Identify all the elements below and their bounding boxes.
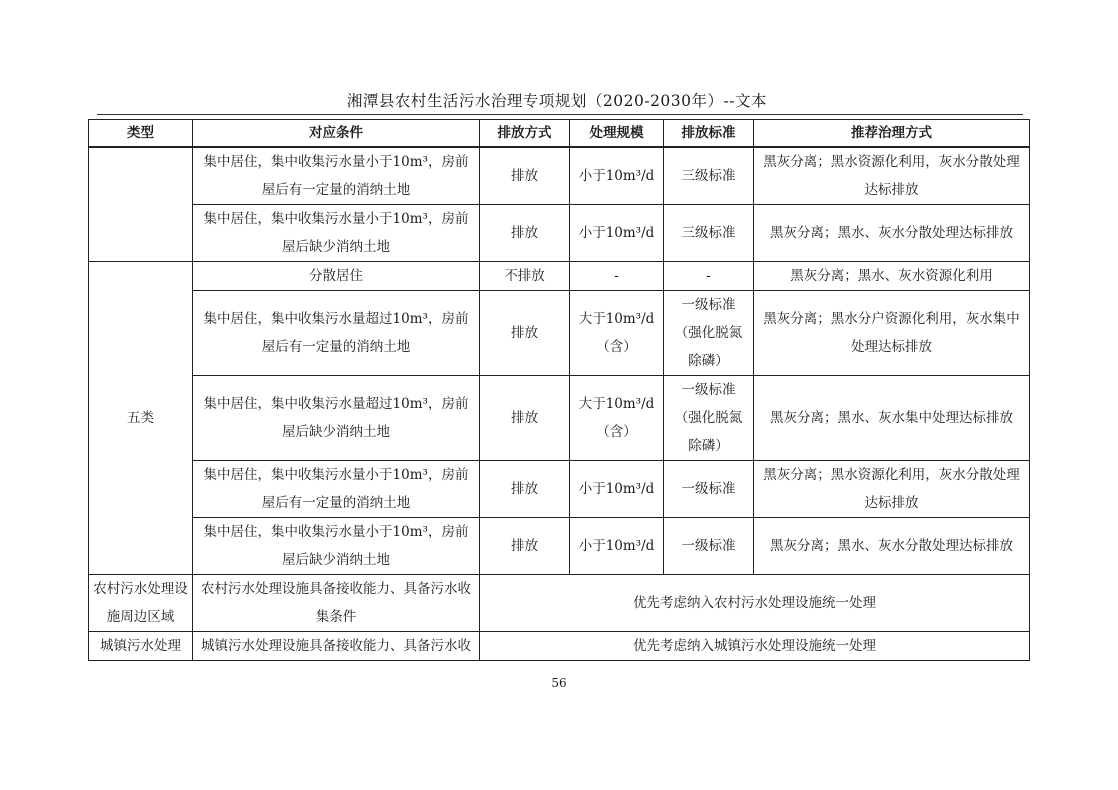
discharge-cell: 排放 bbox=[480, 205, 570, 262]
standard-line: 一级标准 bbox=[681, 382, 736, 398]
type-cell-urban: 城镇污水处理 bbox=[89, 632, 193, 661]
scale-cell bbox=[570, 291, 664, 376]
standard-cell bbox=[664, 291, 754, 376]
standard-cell: 三级标准 bbox=[664, 205, 754, 262]
standard-line: 除磷） bbox=[688, 438, 729, 454]
table-row bbox=[89, 147, 1030, 205]
standard-cell bbox=[664, 376, 754, 461]
scale-line: （含） bbox=[596, 424, 637, 440]
condition-cell: 集中居住，集中收集污水量小于10m³，房前屋后缺少消纳土地 bbox=[193, 205, 480, 262]
standard-line: 一级标准 bbox=[681, 297, 736, 313]
method-cell: 黑灰分离；黑水、灰水集中处理达标排放 bbox=[754, 376, 1030, 461]
page-header bbox=[97, 88, 1023, 115]
type-cell-five: 五类 bbox=[89, 262, 193, 575]
condition-cell: 集中居住，集中收集污水量超过10m³，房前屋后缺少消纳土地 bbox=[193, 376, 480, 461]
scale-cell: 小于10m³/d bbox=[570, 205, 664, 262]
condition-cell: 分散居住 bbox=[193, 262, 480, 291]
header-standard: 排放标准 bbox=[664, 120, 754, 148]
table-row bbox=[89, 376, 1030, 461]
discharge-cell: 排放 bbox=[480, 376, 570, 461]
condition-cell: 集中居住，集中收集污水量超过10m³，房前屋后有一定量的消纳土地 bbox=[193, 291, 480, 376]
condition-cell: 集中居住，集中收集污水量小于10m³，房前屋后有一定量的消纳土地 bbox=[193, 461, 480, 518]
header-scale: 处理规模 bbox=[570, 120, 664, 148]
scale-cell: 小于10m³/d bbox=[570, 518, 664, 575]
method-cell: 优先考虑纳入农村污水处理设施统一处理 bbox=[480, 575, 1030, 632]
method-cell: 黑灰分离；黑水资源化利用，灰水分散处理达标排放 bbox=[754, 461, 1030, 518]
scale-line: （含） bbox=[596, 339, 637, 355]
table-header-row bbox=[89, 120, 1030, 148]
table-row bbox=[89, 461, 1030, 518]
method-cell: 黑灰分离；黑水、灰水资源化利用 bbox=[754, 262, 1030, 291]
header-discharge: 排放方式 bbox=[480, 120, 570, 148]
header-condition: 对应条件 bbox=[193, 120, 480, 148]
scale-line: 大于10m³/d bbox=[578, 311, 655, 327]
scale-cell bbox=[570, 376, 664, 461]
scale-cell: 小于10m³/d bbox=[570, 147, 664, 205]
method-cell: 黑灰分离；黑水分户资源化利用，灰水集中处理达标排放 bbox=[754, 291, 1030, 376]
condition-cell: 集中居住，集中收集污水量小于10m³，房前屋后有一定量的消纳土地 bbox=[193, 147, 480, 205]
discharge-cell: 不排放 bbox=[480, 262, 570, 291]
scale-cell: 小于10m³/d bbox=[570, 461, 664, 518]
condition-cell: 集中居住，集中收集污水量小于10m³，房前屋后缺少消纳土地 bbox=[193, 518, 480, 575]
standard-line: 除磷） bbox=[688, 353, 729, 369]
page-number: 56 bbox=[551, 676, 567, 690]
table-row bbox=[89, 262, 1030, 291]
standard-cell: 三级标准 bbox=[664, 147, 754, 205]
scale-line: 大于10m³/d bbox=[578, 396, 655, 412]
method-cell: 黑灰分离；黑水、灰水分散处理达标排放 bbox=[754, 518, 1030, 575]
document-title: 湘潭县农村生活污水治理专项规划（2020-2030年）--文本 bbox=[346, 92, 767, 110]
standard-cell: 一级标准 bbox=[664, 461, 754, 518]
standard-cell: 一级标准 bbox=[664, 518, 754, 575]
scale-cell: - bbox=[570, 262, 664, 291]
condition-cell: 农村污水处理设施具备接收能力、具备污水收集条件 bbox=[193, 575, 480, 632]
discharge-cell: 排放 bbox=[480, 518, 570, 575]
table-row bbox=[89, 518, 1030, 575]
header-type: 类型 bbox=[89, 120, 193, 148]
table-row bbox=[89, 575, 1030, 632]
table-row bbox=[89, 205, 1030, 262]
discharge-cell: 排放 bbox=[480, 147, 570, 205]
discharge-cell: 排放 bbox=[480, 291, 570, 376]
type-cell-empty bbox=[89, 147, 193, 262]
condition-cell: 城镇污水处理设施具备接收能力、具备污水收 bbox=[193, 632, 480, 661]
discharge-cell: 排放 bbox=[480, 461, 570, 518]
type-cell-rural: 农村污水处理设施周边区域 bbox=[89, 575, 193, 632]
method-cell: 黑灰分离；黑水、灰水分散处理达标排放 bbox=[754, 205, 1030, 262]
header-method: 推荐治理方式 bbox=[754, 120, 1030, 148]
standard-cell: - bbox=[664, 262, 754, 291]
method-cell: 黑灰分离；黑水资源化利用，灰水分散处理达标排放 bbox=[754, 147, 1030, 205]
method-cell: 优先考虑纳入城镇污水处理设施统一处理 bbox=[480, 632, 1030, 661]
table-row bbox=[89, 291, 1030, 376]
standard-line: （强化脱氮 bbox=[674, 410, 743, 426]
table-row bbox=[89, 632, 1030, 661]
standard-line: （强化脱氮 bbox=[674, 325, 743, 341]
treatment-table bbox=[88, 119, 1030, 661]
